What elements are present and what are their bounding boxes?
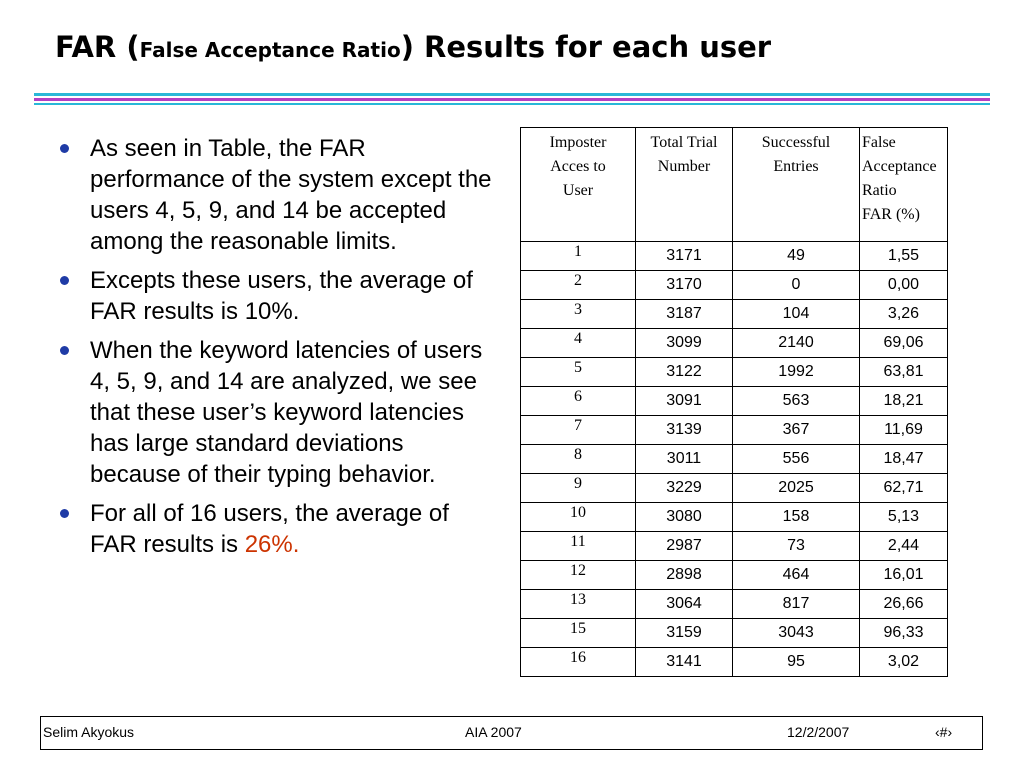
bullet-item	[60, 265, 500, 327]
cell-user: 5	[521, 358, 636, 387]
cell-user: 15	[521, 619, 636, 648]
header-line: FAR (%)	[862, 206, 920, 223]
cell-total-trial: 3171	[636, 242, 733, 271]
bullet-text: Excepts these users, the average of FAR results is 10%.	[90, 267, 473, 325]
cell-user: 6	[521, 387, 636, 416]
cell-user: 13	[521, 590, 636, 619]
cell-user: 12	[521, 561, 636, 590]
table-row	[521, 503, 948, 532]
cell-successful: 2140	[733, 329, 860, 358]
cell-user: 16	[521, 648, 636, 677]
table-row	[521, 358, 948, 387]
table-row	[521, 648, 948, 677]
bullet-dot-icon	[60, 276, 69, 285]
footer-date: 12/2/2007	[787, 724, 850, 740]
table-row	[521, 242, 948, 271]
title-divider-cyan-bottom	[34, 103, 990, 105]
header-line: Number	[657, 158, 711, 175]
bullet-text: For all of 16 users, the average of FAR results is	[90, 500, 449, 558]
table-row	[521, 445, 948, 474]
cell-successful: 1992	[733, 358, 860, 387]
footer-event: AIA 2007	[465, 724, 522, 740]
cell-total-trial: 3141	[636, 648, 733, 677]
header-line: User	[562, 182, 594, 199]
header-line: Ratio	[862, 182, 897, 199]
cell-far: 3,02	[860, 648, 948, 677]
header-line: Successful	[761, 134, 831, 151]
cell-far: 62,71	[860, 474, 948, 503]
title-subtitle: False Acceptance Ratio	[139, 38, 401, 62]
cell-total-trial: 3229	[636, 474, 733, 503]
bullet-dot-icon	[60, 144, 69, 153]
header-line: Acceptance	[862, 158, 937, 175]
cell-user: 3	[521, 300, 636, 329]
footer-page-number: ‹#›	[935, 724, 953, 740]
table-body	[521, 242, 948, 677]
table-row	[521, 590, 948, 619]
title-suffix: ) Results for each user	[400, 30, 772, 64]
bullet-text: When the keyword latencies of users 4, 5, 9, and 14 are analyzed, we see that these user’s keyword latencies has large standard deviations because of their typing behavior.	[90, 337, 483, 488]
header-line: Acces to	[550, 158, 606, 175]
bullet-dot-icon	[60, 509, 69, 518]
header-line: Total Trial	[650, 134, 718, 151]
bullet-list	[60, 133, 500, 568]
table-row	[521, 329, 948, 358]
page-title	[55, 30, 771, 64]
cell-far: 96,33	[860, 619, 948, 648]
table-row	[521, 387, 948, 416]
cell-user: 8	[521, 445, 636, 474]
cell-total-trial: 3187	[636, 300, 733, 329]
cell-successful: 563	[733, 387, 860, 416]
title-divider-cyan	[34, 93, 990, 96]
cell-successful: 95	[733, 648, 860, 677]
cell-user: 11	[521, 532, 636, 561]
header-line: Entries	[773, 158, 819, 175]
column-header-far	[860, 128, 948, 242]
cell-far: 18,21	[860, 387, 948, 416]
bullet-item	[60, 133, 500, 257]
cell-far: 2,44	[860, 532, 948, 561]
footer-author: Selim Akyokus	[43, 724, 135, 740]
cell-successful: 556	[733, 445, 860, 474]
cell-far: 69,06	[860, 329, 948, 358]
cell-successful: 3043	[733, 619, 860, 648]
title-divider-purple	[34, 98, 990, 101]
cell-successful: 0	[733, 271, 860, 300]
table-row	[521, 561, 948, 590]
table-row	[521, 532, 948, 561]
cell-successful: 367	[733, 416, 860, 445]
header-line: Imposter	[549, 134, 607, 151]
cell-user: 4	[521, 329, 636, 358]
bullet-item	[60, 335, 500, 490]
cell-user: 10	[521, 503, 636, 532]
cell-far: 18,47	[860, 445, 948, 474]
cell-total-trial: 3064	[636, 590, 733, 619]
cell-total-trial: 3091	[636, 387, 733, 416]
cell-successful: 2025	[733, 474, 860, 503]
far-results-table	[520, 127, 948, 677]
cell-total-trial: 3159	[636, 619, 733, 648]
table-row	[521, 271, 948, 300]
column-header-successful	[733, 128, 860, 242]
cell-successful: 49	[733, 242, 860, 271]
cell-total-trial: 3099	[636, 329, 733, 358]
cell-far: 5,13	[860, 503, 948, 532]
table-row	[521, 416, 948, 445]
cell-user: 7	[521, 416, 636, 445]
cell-user: 2	[521, 271, 636, 300]
cell-total-trial: 3080	[636, 503, 733, 532]
cell-successful: 464	[733, 561, 860, 590]
cell-far: 16,01	[860, 561, 948, 590]
column-header-user	[521, 128, 636, 242]
cell-far: 11,69	[860, 416, 948, 445]
cell-successful: 817	[733, 590, 860, 619]
column-header-total-trial	[636, 128, 733, 242]
cell-total-trial: 2898	[636, 561, 733, 590]
cell-far: 63,81	[860, 358, 948, 387]
table-row	[521, 300, 948, 329]
cell-successful: 104	[733, 300, 860, 329]
table-row	[521, 474, 948, 503]
cell-total-trial: 3170	[636, 271, 733, 300]
cell-user: 1	[521, 242, 636, 271]
cell-far: 0,00	[860, 271, 948, 300]
cell-total-trial: 3139	[636, 416, 733, 445]
cell-far: 1,55	[860, 242, 948, 271]
cell-user: 9	[521, 474, 636, 503]
cell-total-trial: 2987	[636, 532, 733, 561]
bullet-item	[60, 498, 500, 560]
cell-successful: 73	[733, 532, 860, 561]
cell-total-trial: 3122	[636, 358, 733, 387]
title-prefix: FAR (	[55, 30, 140, 64]
cell-total-trial: 3011	[636, 445, 733, 474]
cell-far: 3,26	[860, 300, 948, 329]
bullet-dot-icon	[60, 346, 69, 355]
bullet-accent-value: 26%.	[244, 531, 300, 558]
bullet-text: As seen in Table, the FAR performance of the system except the users 4, 5, 9, and 14 be accepted among the reasonable limits.	[90, 135, 492, 255]
cell-far: 26,66	[860, 590, 948, 619]
cell-successful: 158	[733, 503, 860, 532]
table-header-row	[521, 128, 948, 242]
table-row	[521, 619, 948, 648]
header-line: False	[862, 134, 896, 151]
